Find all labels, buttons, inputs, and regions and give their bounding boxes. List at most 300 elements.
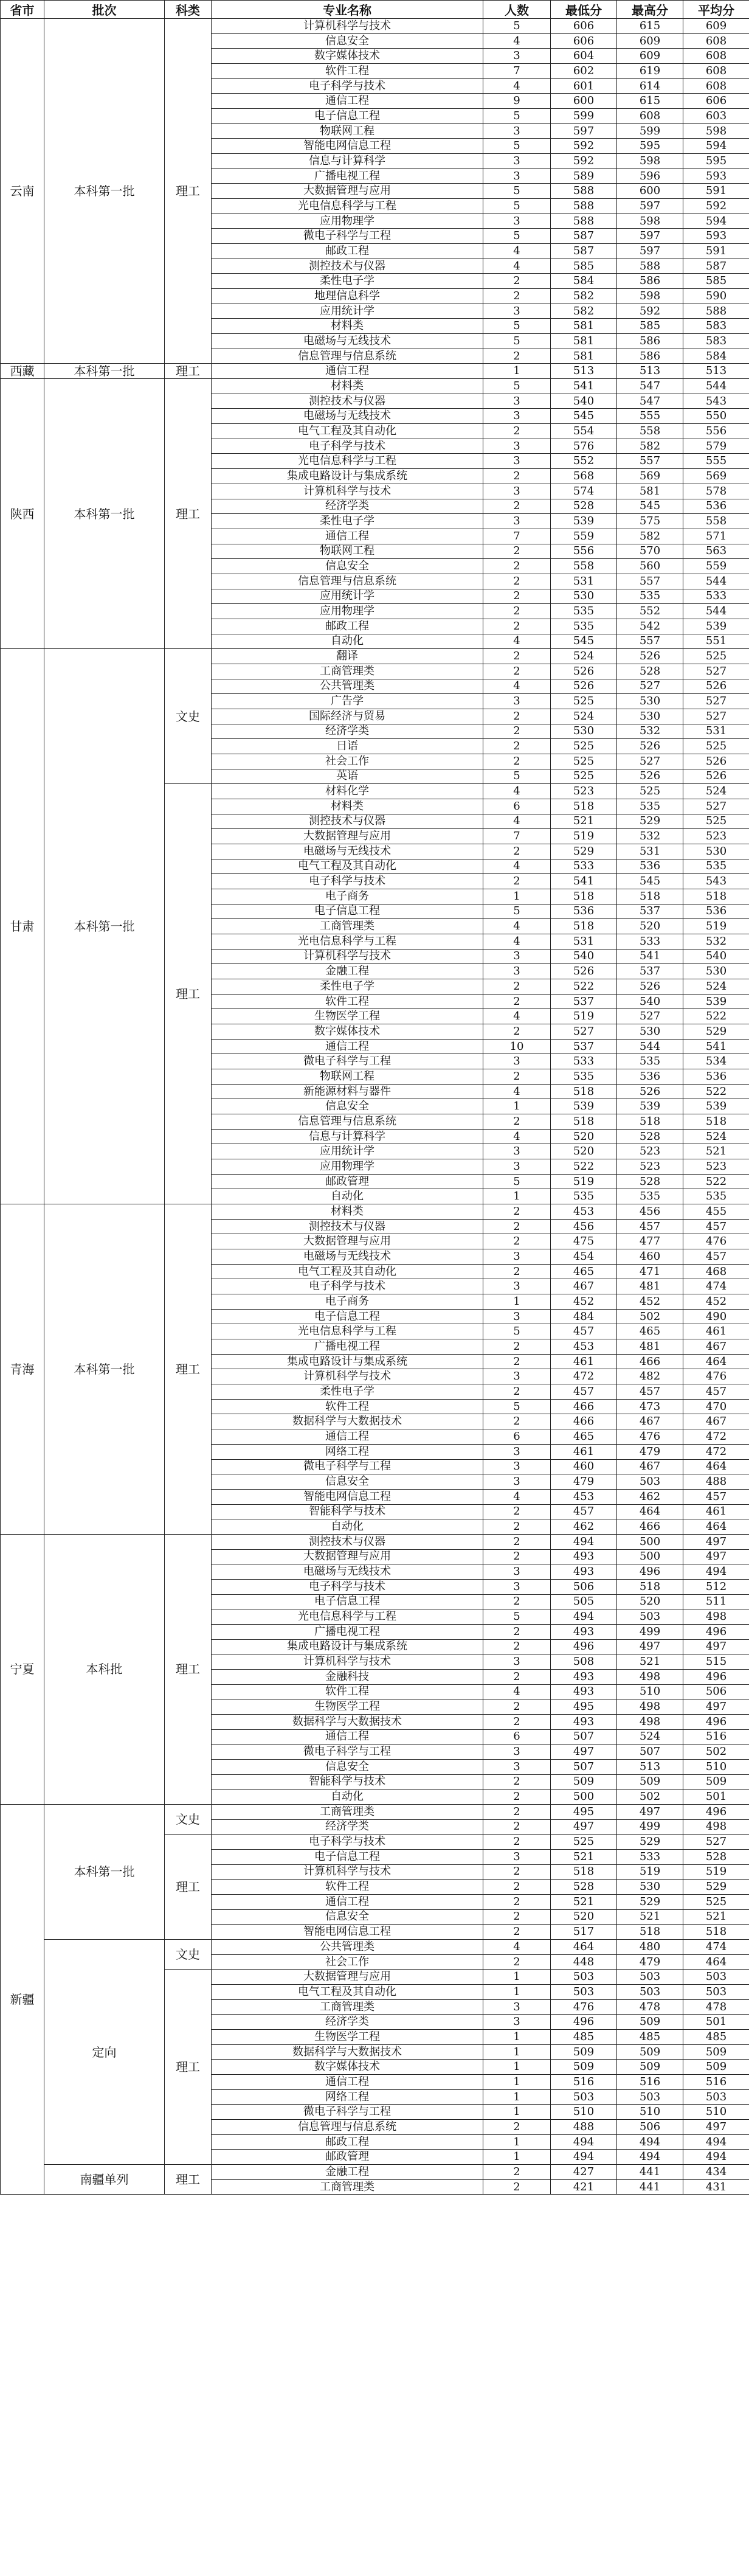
batch-cell: 南疆单列	[44, 2165, 165, 2195]
header-subject: 科类	[165, 1, 212, 19]
avg-score-cell: 603	[683, 109, 749, 124]
min-score-cell: 541	[551, 379, 617, 394]
batch-cell: 本科第一批	[44, 1204, 165, 1535]
avg-score-cell: 503	[683, 2089, 749, 2105]
batch-cell: 本科第一批	[44, 19, 165, 364]
min-score-cell: 493	[551, 1669, 617, 1684]
max-score-cell: 481	[617, 1279, 683, 1294]
avg-score-cell: 526	[683, 769, 749, 784]
max-score-cell: 595	[617, 139, 683, 154]
major-name-cell: 信息管理与信息系统	[212, 1114, 483, 1130]
major-name-cell: 广播电视工程	[212, 1624, 483, 1639]
avg-score-cell: 509	[683, 1774, 749, 1790]
major-name-cell: 电子商务	[212, 1294, 483, 1310]
max-score-cell: 527	[617, 679, 683, 694]
student-count-cell: 5	[483, 1324, 551, 1339]
max-score-cell: 529	[617, 1894, 683, 1909]
student-count-cell: 3	[483, 2015, 551, 2030]
min-score-cell: 518	[551, 799, 617, 814]
major-name-cell: 通信工程	[212, 529, 483, 544]
student-count-cell: 1	[483, 2075, 551, 2090]
max-score-cell: 520	[617, 1594, 683, 1609]
table-row	[1, 379, 749, 394]
student-count-cell: 3	[483, 1444, 551, 1459]
avg-score-cell: 530	[683, 964, 749, 979]
student-count-cell: 4	[483, 1009, 551, 1024]
major-name-cell: 微电子科学与工程	[212, 1459, 483, 1474]
min-score-cell: 526	[551, 964, 617, 979]
min-score-cell: 484	[551, 1309, 617, 1324]
student-count-cell: 3	[483, 1579, 551, 1594]
avg-score-cell: 593	[683, 168, 749, 184]
min-score-cell: 537	[551, 994, 617, 1009]
max-score-cell: 558	[617, 424, 683, 439]
max-score-cell: 570	[617, 544, 683, 559]
min-score-cell: 589	[551, 168, 617, 184]
major-name-cell: 物联网工程	[212, 544, 483, 559]
major-name-cell: 自动化	[212, 634, 483, 649]
student-count-cell: 2	[483, 1954, 551, 1970]
avg-score-cell: 497	[683, 1699, 749, 1715]
min-score-cell: 528	[551, 499, 617, 514]
avg-score-cell: 472	[683, 1444, 749, 1459]
avg-score-cell: 474	[683, 1279, 749, 1294]
max-score-cell: 499	[617, 1624, 683, 1639]
max-score-cell: 507	[617, 1745, 683, 1760]
avg-score-cell: 525	[683, 814, 749, 829]
min-score-cell: 461	[551, 1444, 617, 1459]
student-count-cell: 4	[483, 784, 551, 799]
avg-score-cell: 464	[683, 1519, 749, 1535]
max-score-cell: 482	[617, 1369, 683, 1384]
major-name-cell: 社会工作	[212, 1954, 483, 1970]
max-score-cell: 526	[617, 739, 683, 754]
major-name-cell: 通信工程	[212, 1729, 483, 1745]
major-name-cell: 信息安全	[212, 1474, 483, 1490]
major-name-cell: 邮政工程	[212, 2134, 483, 2150]
major-name-cell: 通信工程	[212, 94, 483, 109]
avg-score-cell: 497	[683, 1549, 749, 1564]
avg-score-cell: 494	[683, 1564, 749, 1580]
min-score-cell: 493	[551, 1564, 617, 1580]
avg-score-cell: 472	[683, 1429, 749, 1445]
max-score-cell: 521	[617, 1909, 683, 1925]
min-score-cell: 488	[551, 2120, 617, 2135]
min-score-cell: 536	[551, 904, 617, 919]
batch-cell: 本科第一批	[44, 1804, 165, 1939]
max-score-cell: 533	[617, 1849, 683, 1864]
major-name-cell: 电气工程及其自动化	[212, 1264, 483, 1279]
subject-cell: 理工	[165, 784, 212, 1204]
student-count-cell: 2	[483, 709, 551, 724]
max-score-cell: 535	[617, 799, 683, 814]
max-score-cell: 485	[617, 2030, 683, 2045]
major-name-cell: 生物医学工程	[212, 2030, 483, 2045]
student-count-cell: 5	[483, 1609, 551, 1625]
province-cell: 甘肃	[1, 649, 44, 1204]
max-score-cell: 480	[617, 1940, 683, 1955]
min-score-cell: 522	[551, 1159, 617, 1175]
student-count-cell: 4	[483, 919, 551, 934]
max-score-cell: 597	[617, 199, 683, 214]
avg-score-cell: 541	[683, 1039, 749, 1054]
major-name-cell: 智能科学与技术	[212, 1504, 483, 1519]
avg-score-cell: 511	[683, 1594, 749, 1609]
avg-score-cell: 527	[683, 1835, 749, 1850]
major-name-cell: 信息管理与信息系统	[212, 349, 483, 364]
avg-score-cell: 540	[683, 949, 749, 964]
major-name-cell: 邮政工程	[212, 244, 483, 259]
max-score-cell: 545	[617, 874, 683, 889]
min-score-cell: 494	[551, 2150, 617, 2165]
student-count-cell: 2	[483, 1819, 551, 1835]
min-score-cell: 545	[551, 409, 617, 424]
max-score-cell: 596	[617, 168, 683, 184]
major-name-cell: 广告学	[212, 694, 483, 709]
min-score-cell: 582	[551, 304, 617, 319]
min-score-cell: 597	[551, 123, 617, 139]
student-count-cell: 2	[483, 604, 551, 619]
major-name-cell: 通信工程	[212, 1039, 483, 1054]
major-name-cell: 工商管理类	[212, 919, 483, 934]
student-count-cell: 2	[483, 2179, 551, 2195]
max-score-cell: 499	[617, 1819, 683, 1835]
student-count-cell: 5	[483, 184, 551, 199]
avg-score-cell: 518	[683, 1114, 749, 1130]
min-score-cell: 537	[551, 1039, 617, 1054]
major-name-cell: 电子科学与技术	[212, 1279, 483, 1294]
student-count-cell: 2	[483, 589, 551, 604]
avg-score-cell: 519	[683, 1864, 749, 1880]
major-name-cell: 通信工程	[212, 2075, 483, 2090]
student-count-cell: 5	[483, 904, 551, 919]
major-name-cell: 材料类	[212, 799, 483, 814]
avg-score-cell: 551	[683, 634, 749, 649]
student-count-cell: 4	[483, 859, 551, 874]
header-min-score: 最低分	[551, 1, 617, 19]
student-count-cell: 2	[483, 289, 551, 304]
student-count-cell: 3	[483, 304, 551, 319]
min-score-cell: 602	[551, 64, 617, 79]
min-score-cell: 519	[551, 1009, 617, 1024]
student-count-cell: 9	[483, 94, 551, 109]
student-count-cell: 2	[483, 1339, 551, 1355]
min-score-cell: 539	[551, 1099, 617, 1114]
table-row	[1, 19, 749, 34]
avg-score-cell: 584	[683, 349, 749, 364]
avg-score-cell: 608	[683, 33, 749, 49]
min-score-cell: 497	[551, 1819, 617, 1835]
min-score-cell: 465	[551, 1429, 617, 1445]
major-name-cell: 软件工程	[212, 1399, 483, 1414]
header-major: 专业名称	[212, 1, 483, 19]
major-name-cell: 集成电路设计与集成系统	[212, 469, 483, 484]
avg-score-cell: 536	[683, 904, 749, 919]
student-count-cell: 2	[483, 469, 551, 484]
max-score-cell: 525	[617, 784, 683, 799]
avg-score-cell: 536	[683, 1069, 749, 1085]
avg-score-cell: 461	[683, 1504, 749, 1519]
max-score-cell: 530	[617, 1880, 683, 1895]
min-score-cell: 518	[551, 1864, 617, 1880]
major-name-cell: 计算机科学与技术	[212, 949, 483, 964]
max-score-cell: 478	[617, 1999, 683, 2015]
major-name-cell: 柔性电子学	[212, 979, 483, 995]
min-score-cell: 604	[551, 49, 617, 64]
min-score-cell: 533	[551, 859, 617, 874]
min-score-cell: 523	[551, 784, 617, 799]
avg-score-cell: 503	[683, 1970, 749, 1985]
student-count-cell: 3	[483, 154, 551, 169]
major-name-cell: 光电信息科学与工程	[212, 454, 483, 469]
major-name-cell: 国际经济与贸易	[212, 709, 483, 724]
avg-score-cell: 476	[683, 1234, 749, 1249]
min-score-cell: 497	[551, 1745, 617, 1760]
min-score-cell: 530	[551, 724, 617, 739]
student-count-cell: 2	[483, 1024, 551, 1040]
max-score-cell: 494	[617, 2134, 683, 2150]
min-score-cell: 535	[551, 1189, 617, 1204]
student-count-cell: 4	[483, 33, 551, 49]
student-count-cell: 3	[483, 1849, 551, 1864]
max-score-cell: 526	[617, 1084, 683, 1099]
min-score-cell: 462	[551, 1519, 617, 1535]
avg-score-cell: 539	[683, 619, 749, 634]
max-score-cell: 528	[617, 1129, 683, 1144]
student-count-cell: 1	[483, 1294, 551, 1310]
min-score-cell: 574	[551, 484, 617, 499]
avg-score-cell: 464	[683, 1459, 749, 1474]
student-count-cell: 10	[483, 1039, 551, 1054]
major-name-cell: 测控技术与仪器	[212, 1219, 483, 1234]
major-name-cell: 应用物理学	[212, 214, 483, 229]
min-score-cell: 466	[551, 1399, 617, 1414]
max-score-cell: 509	[617, 2044, 683, 2060]
avg-score-cell: 593	[683, 229, 749, 244]
avg-score-cell: 467	[683, 1339, 749, 1355]
min-score-cell: 503	[551, 2089, 617, 2105]
min-score-cell: 457	[551, 1384, 617, 1400]
max-score-cell: 530	[617, 1024, 683, 1040]
max-score-cell: 586	[617, 334, 683, 349]
avg-score-cell: 544	[683, 379, 749, 394]
major-name-cell: 电子信息工程	[212, 109, 483, 124]
major-name-cell: 经济学类	[212, 1819, 483, 1835]
major-name-cell: 社会工作	[212, 754, 483, 769]
max-score-cell: 537	[617, 904, 683, 919]
student-count-cell: 3	[483, 123, 551, 139]
major-name-cell: 电子科学与技术	[212, 1579, 483, 1594]
major-name-cell: 材料化学	[212, 784, 483, 799]
max-score-cell: 609	[617, 33, 683, 49]
student-count-cell: 1	[483, 2150, 551, 2165]
avg-score-cell: 521	[683, 1144, 749, 1159]
max-score-cell: 456	[617, 1204, 683, 1220]
major-name-cell: 应用物理学	[212, 1159, 483, 1175]
student-count-cell: 3	[483, 214, 551, 229]
major-name-cell: 公共管理类	[212, 1940, 483, 1955]
avg-score-cell: 583	[683, 319, 749, 334]
avg-score-cell: 525	[683, 1894, 749, 1909]
max-score-cell: 518	[617, 1925, 683, 1940]
max-score-cell: 599	[617, 123, 683, 139]
max-score-cell: 526	[617, 979, 683, 995]
avg-score-cell: 592	[683, 199, 749, 214]
max-score-cell: 460	[617, 1249, 683, 1265]
max-score-cell: 545	[617, 499, 683, 514]
avg-score-cell: 468	[683, 1264, 749, 1279]
min-score-cell: 508	[551, 1654, 617, 1670]
student-count-cell: 3	[483, 1654, 551, 1670]
major-name-cell: 计算机科学与技术	[212, 484, 483, 499]
min-score-cell: 479	[551, 1474, 617, 1490]
major-name-cell: 信息管理与信息系统	[212, 2120, 483, 2135]
major-name-cell: 物联网工程	[212, 123, 483, 139]
major-name-cell: 电子信息工程	[212, 904, 483, 919]
avg-score-cell: 485	[683, 2030, 749, 2045]
avg-score-cell: 524	[683, 784, 749, 799]
student-count-cell: 4	[483, 1489, 551, 1504]
max-score-cell: 560	[617, 559, 683, 574]
major-name-cell: 新能源材料与器件	[212, 1084, 483, 1099]
min-score-cell: 518	[551, 1114, 617, 1130]
max-score-cell: 526	[617, 649, 683, 664]
avg-score-cell: 512	[683, 1579, 749, 1594]
avg-score-cell: 555	[683, 454, 749, 469]
student-count-cell: 2	[483, 994, 551, 1009]
min-score-cell: 493	[551, 1714, 617, 1729]
min-score-cell: 527	[551, 1024, 617, 1040]
max-score-cell: 509	[617, 2015, 683, 2030]
min-score-cell: 518	[551, 1084, 617, 1099]
max-score-cell: 441	[617, 2179, 683, 2195]
avg-score-cell: 525	[683, 739, 749, 754]
avg-score-cell: 478	[683, 1999, 749, 2015]
max-score-cell: 536	[617, 1069, 683, 1085]
student-count-cell: 2	[483, 1219, 551, 1234]
header-avg-score: 平均分	[683, 1, 749, 19]
student-count-cell: 3	[483, 949, 551, 964]
min-score-cell: 588	[551, 214, 617, 229]
major-name-cell: 信息安全	[212, 1759, 483, 1774]
major-name-cell: 工商管理类	[212, 1999, 483, 2015]
major-name-cell: 电磁场与无线技术	[212, 1564, 483, 1580]
major-name-cell: 大数据管理与应用	[212, 1970, 483, 1985]
min-score-cell: 506	[551, 1579, 617, 1594]
student-count-cell: 1	[483, 1189, 551, 1204]
max-score-cell: 481	[617, 1339, 683, 1355]
major-name-cell: 测控技术与仪器	[212, 259, 483, 274]
avg-score-cell: 494	[683, 2134, 749, 2150]
min-score-cell: 554	[551, 424, 617, 439]
min-score-cell: 457	[551, 1504, 617, 1519]
major-name-cell: 微电子科学与工程	[212, 2105, 483, 2120]
min-score-cell: 529	[551, 844, 617, 859]
major-name-cell: 电子信息工程	[212, 1849, 483, 1864]
max-score-cell: 479	[617, 1954, 683, 1970]
student-count-cell: 3	[483, 1369, 551, 1384]
student-count-cell: 3	[483, 168, 551, 184]
student-count-cell: 4	[483, 634, 551, 649]
min-score-cell: 496	[551, 1639, 617, 1654]
major-name-cell: 集成电路设计与集成系统	[212, 1354, 483, 1369]
avg-score-cell: 523	[683, 829, 749, 844]
min-score-cell: 531	[551, 574, 617, 589]
avg-score-cell: 590	[683, 289, 749, 304]
major-name-cell: 自动化	[212, 1790, 483, 1805]
student-count-cell: 3	[483, 1279, 551, 1294]
min-score-cell: 520	[551, 1144, 617, 1159]
max-score-cell: 479	[617, 1444, 683, 1459]
major-name-cell: 大数据管理与应用	[212, 184, 483, 199]
max-score-cell: 513	[617, 364, 683, 379]
min-score-cell: 513	[551, 364, 617, 379]
student-count-cell: 2	[483, 664, 551, 679]
min-score-cell: 540	[551, 949, 617, 964]
student-count-cell: 5	[483, 109, 551, 124]
avg-score-cell: 587	[683, 259, 749, 274]
max-score-cell: 524	[617, 1729, 683, 1745]
avg-score-cell: 509	[683, 2060, 749, 2075]
student-count-cell: 2	[483, 874, 551, 889]
major-name-cell: 智能电网信息工程	[212, 1925, 483, 1940]
major-name-cell: 电子商务	[212, 889, 483, 904]
min-score-cell: 535	[551, 619, 617, 634]
min-score-cell: 496	[551, 2015, 617, 2030]
max-score-cell: 513	[617, 1759, 683, 1774]
max-score-cell: 518	[617, 889, 683, 904]
min-score-cell: 518	[551, 919, 617, 934]
max-score-cell: 518	[617, 1114, 683, 1130]
avg-score-cell: 529	[683, 1024, 749, 1040]
avg-score-cell: 457	[683, 1249, 749, 1265]
avg-score-cell: 502	[683, 1745, 749, 1760]
major-name-cell: 应用统计学	[212, 304, 483, 319]
table-body	[1, 19, 749, 2195]
major-name-cell: 材料类	[212, 1204, 483, 1220]
student-count-cell: 3	[483, 454, 551, 469]
table-row	[1, 1804, 749, 1819]
max-score-cell: 497	[617, 1804, 683, 1819]
avg-score-cell: 455	[683, 1204, 749, 1220]
major-name-cell: 通信工程	[212, 1429, 483, 1445]
min-score-cell: 520	[551, 1909, 617, 1925]
min-score-cell: 472	[551, 1369, 617, 1384]
avg-score-cell: 457	[683, 1489, 749, 1504]
avg-score-cell: 527	[683, 694, 749, 709]
max-score-cell: 536	[617, 859, 683, 874]
major-name-cell: 光电信息科学与工程	[212, 1324, 483, 1339]
max-score-cell: 532	[617, 724, 683, 739]
min-score-cell: 453	[551, 1204, 617, 1220]
major-name-cell: 光电信息科学与工程	[212, 199, 483, 214]
avg-score-cell: 452	[683, 1294, 749, 1310]
major-name-cell: 工商管理类	[212, 664, 483, 679]
student-count-cell: 1	[483, 2089, 551, 2105]
max-score-cell: 529	[617, 814, 683, 829]
max-score-cell: 510	[617, 2105, 683, 2120]
major-name-cell: 光电信息科学与工程	[212, 1609, 483, 1625]
major-name-cell: 信息安全	[212, 1099, 483, 1114]
major-name-cell: 测控技术与仪器	[212, 394, 483, 409]
student-count-cell: 3	[483, 1144, 551, 1159]
max-score-cell: 466	[617, 1519, 683, 1535]
min-score-cell: 606	[551, 19, 617, 34]
student-count-cell: 3	[483, 1999, 551, 2015]
major-name-cell: 邮政管理	[212, 1174, 483, 1189]
major-name-cell: 软件工程	[212, 1684, 483, 1699]
avg-score-cell: 609	[683, 19, 749, 34]
